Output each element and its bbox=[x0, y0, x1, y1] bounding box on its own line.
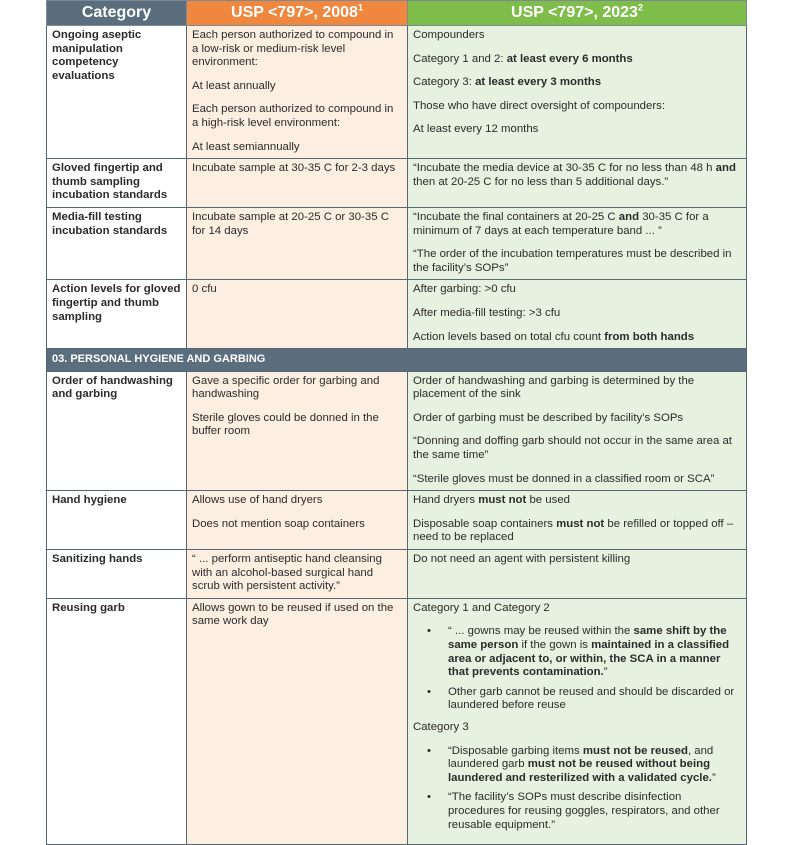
paragraph bbox=[413, 518, 741, 545]
bullet-item bbox=[448, 791, 741, 832]
text-run: “The order of the incubation temperatures must be described in the facility’s SOPs” bbox=[413, 248, 732, 274]
table-row bbox=[47, 491, 747, 550]
text-run: Category 3: bbox=[413, 76, 476, 89]
table-row bbox=[47, 207, 747, 279]
paragraph bbox=[413, 375, 741, 402]
paragraph bbox=[413, 211, 741, 238]
text-run: 30-35 C for a minimum of 7 days at each temperature band ... ” bbox=[413, 210, 709, 237]
bold-text: must not be reused without being laundered and resterilized with a validated cycle. bbox=[448, 758, 712, 784]
bold-text: and bbox=[715, 162, 736, 175]
section-heading: 03. PERSONAL HYGIENE AND GARBING bbox=[47, 349, 747, 372]
usp-2023-cell bbox=[408, 159, 747, 208]
paragraph bbox=[413, 162, 741, 189]
category-1-2-list bbox=[413, 625, 741, 713]
paragraph bbox=[192, 375, 402, 402]
table-row bbox=[47, 280, 747, 349]
text-run: After garbing: >0 cfu bbox=[413, 283, 516, 296]
paragraph bbox=[192, 518, 402, 532]
text-run: , and laundered garb bbox=[448, 744, 714, 771]
text-run: Other garb cannot be reused and should be discarded or laundered before reuse bbox=[448, 685, 735, 712]
usp-2023-cell bbox=[408, 598, 747, 844]
paragraph bbox=[192, 553, 402, 594]
usp-2008-cell bbox=[187, 207, 408, 279]
usp-2023-cell bbox=[408, 26, 747, 159]
paragraph bbox=[413, 435, 741, 462]
text-run: Each person authorized to compound in a high-risk level environment: bbox=[192, 103, 394, 129]
usp-2023-cell bbox=[408, 491, 747, 550]
table-row bbox=[47, 371, 747, 491]
usp-2008-cell bbox=[187, 26, 408, 159]
paragraph bbox=[192, 103, 402, 130]
section-row bbox=[47, 349, 747, 372]
text-run: be refilled or topped off – need to be replaced bbox=[413, 517, 734, 544]
paragraph bbox=[413, 473, 741, 487]
text-run: if the gown is bbox=[518, 639, 592, 651]
text-run: Gave a specific order for garbing and handwashing bbox=[192, 374, 380, 401]
paragraph bbox=[413, 53, 741, 67]
paragraph bbox=[192, 141, 402, 155]
category-cell: Action levels for gloved fingertip and thumb sampling bbox=[47, 280, 187, 349]
text-run: After media-fill testing: >3 cfu bbox=[413, 306, 561, 319]
bold-text: same shift by the same person bbox=[448, 625, 727, 651]
text-run: then at 20-25 C for no less than 5 additional days.” bbox=[413, 175, 669, 188]
paragraph bbox=[413, 283, 741, 297]
table-body-hygiene bbox=[47, 371, 747, 598]
paragraph bbox=[413, 494, 741, 508]
text-run: Disposable soap containers bbox=[413, 517, 557, 530]
header-category: Category bbox=[47, 1, 187, 26]
paragraph bbox=[192, 162, 402, 176]
bold-text: must not bbox=[478, 494, 527, 507]
text-run: “Disposable garbing items bbox=[448, 744, 583, 757]
footnote-2: 2 bbox=[637, 2, 643, 13]
category-cell: Media-fill testing incubation standards bbox=[47, 207, 187, 279]
table-body-section bbox=[47, 349, 747, 372]
text-run: “ ... gowns may be reused within the bbox=[448, 625, 634, 638]
bullet-item bbox=[448, 686, 741, 713]
bold-text: at least every 6 months bbox=[506, 52, 633, 65]
usp-2023-cell bbox=[408, 550, 747, 599]
text-run: Action levels based on total cfu count bbox=[413, 330, 605, 343]
table-row bbox=[47, 159, 747, 208]
paragraph bbox=[413, 29, 741, 43]
paragraph bbox=[192, 602, 402, 629]
text-run: At least annually bbox=[192, 79, 276, 92]
comparison-table bbox=[46, 0, 747, 845]
table-row-reusing-garb bbox=[47, 598, 747, 844]
text-run: Allows gown to be reused if used on the same work day bbox=[192, 601, 394, 628]
text-run: Do not need an agent with persistent killing bbox=[413, 553, 631, 566]
category-1-2-heading: Category 1 and Category 2 bbox=[413, 601, 550, 614]
paragraph bbox=[413, 76, 741, 90]
text-run: Incubate sample at 30-35 C for 2-3 days bbox=[192, 162, 396, 175]
category-cell: Reusing garb bbox=[47, 598, 187, 844]
bullet-item bbox=[448, 625, 741, 679]
table-row bbox=[47, 26, 747, 159]
text-run: Category 1 and 2: bbox=[413, 52, 507, 65]
text-run: Compounders bbox=[413, 29, 485, 41]
text-run: Incubate sample at 20-25 C or 30-35 C for 14 days bbox=[192, 210, 389, 237]
paragraph bbox=[192, 494, 402, 508]
paragraph bbox=[413, 123, 741, 137]
bold-text: at least every 3 months bbox=[475, 76, 602, 89]
paragraph bbox=[413, 307, 741, 321]
usp-2008-cell bbox=[187, 159, 408, 208]
text-run: “Sterile gloves must be donned in a classified room or SCA” bbox=[413, 472, 715, 485]
text-run: Does not mention soap containers bbox=[192, 517, 365, 530]
text-run: “Donning and doffing garb should not occur in the same area at the same time” bbox=[413, 435, 732, 462]
usp-2008-cell bbox=[187, 280, 408, 349]
bold-text: maintained in a classified area or adjacent to, or within, the SCA in a manner that prevents contamination. bbox=[448, 639, 730, 679]
usp-2008-cell bbox=[187, 491, 408, 550]
text-run: Allows use of hand dryers bbox=[192, 494, 323, 507]
bold-text: must not bbox=[556, 517, 605, 530]
header-row bbox=[47, 1, 747, 26]
text-run: be used bbox=[526, 494, 571, 507]
text-run: Order of handwashing and garbing is determined by the placement of the sink bbox=[413, 374, 695, 401]
paragraph bbox=[192, 283, 402, 297]
header-usp-2023: USP <797>, 2023$^2$ bbox=[408, 1, 747, 26]
bold-text: must not be reused bbox=[582, 744, 688, 757]
usp-2008-cell bbox=[187, 598, 408, 844]
category-3-heading: Category 3 bbox=[413, 720, 469, 733]
text-run: ” bbox=[711, 771, 716, 784]
paragraph bbox=[192, 211, 402, 238]
text-run: “Incubate the media device at 30-35 C for no less than 48 h bbox=[413, 162, 716, 175]
text-run: 0 cfu bbox=[192, 283, 217, 296]
text-run: Hand dryers bbox=[413, 494, 479, 507]
text-run: “The facility’s SOPs must describe disinfection procedures for reusing goggles, respirators, and other reusable equipment.” bbox=[448, 791, 720, 831]
paragraph bbox=[413, 331, 741, 345]
bold-text: and bbox=[618, 210, 640, 223]
text-run: Order of garbing must be described by facility’s SOPs bbox=[413, 411, 684, 424]
paragraph bbox=[413, 412, 741, 426]
usp-2023-cell bbox=[408, 371, 747, 491]
usp-2008-cell bbox=[187, 371, 408, 491]
table-body-competency bbox=[47, 26, 747, 349]
footnote-1: 1 bbox=[357, 2, 363, 13]
bold-text: from both hands bbox=[604, 330, 695, 343]
category-cell: Gloved fingertip and thumb sampling incubation standards bbox=[47, 159, 187, 208]
usp-2023-cell bbox=[408, 280, 747, 349]
text-run: “ ... perform antiseptic hand cleansing with an alcohol-based surgical hand scrub with persistent activity.” bbox=[192, 553, 382, 593]
table-row bbox=[47, 550, 747, 599]
paragraph bbox=[413, 100, 741, 114]
text-run: At least every 12 months bbox=[413, 123, 539, 136]
usp-2008-cell bbox=[187, 550, 408, 599]
category-cell: Ongoing aseptic manipulation competency evaluations bbox=[47, 26, 187, 159]
text-run: Sterile gloves could be donned in the buffer room bbox=[192, 411, 379, 438]
paragraph bbox=[413, 248, 741, 275]
text-run: “Incubate the final containers at 20-25 C bbox=[413, 210, 619, 223]
category-cell: Order of handwashing and garbing bbox=[47, 371, 187, 491]
header-usp-2008: USP <797>, 2008$^1$ bbox=[187, 1, 408, 26]
text-run: At least semiannually bbox=[192, 140, 300, 153]
category-cell: Sanitizing hands bbox=[47, 550, 187, 599]
usp-2023-cell bbox=[408, 207, 747, 279]
text-run: Those who have direct oversight of compounders: bbox=[413, 99, 665, 112]
category-cell: Hand hygiene bbox=[47, 491, 187, 550]
paragraph bbox=[192, 80, 402, 94]
paragraph bbox=[192, 29, 402, 70]
text-run: ” bbox=[603, 666, 608, 679]
paragraph bbox=[192, 412, 402, 439]
bullet-item bbox=[448, 745, 741, 786]
text-run: Each person authorized to compound in a low-risk or medium-risk level environment: bbox=[192, 29, 394, 69]
paragraph bbox=[413, 553, 741, 567]
table-body-reuse bbox=[47, 598, 747, 844]
category-3-list bbox=[413, 745, 741, 833]
